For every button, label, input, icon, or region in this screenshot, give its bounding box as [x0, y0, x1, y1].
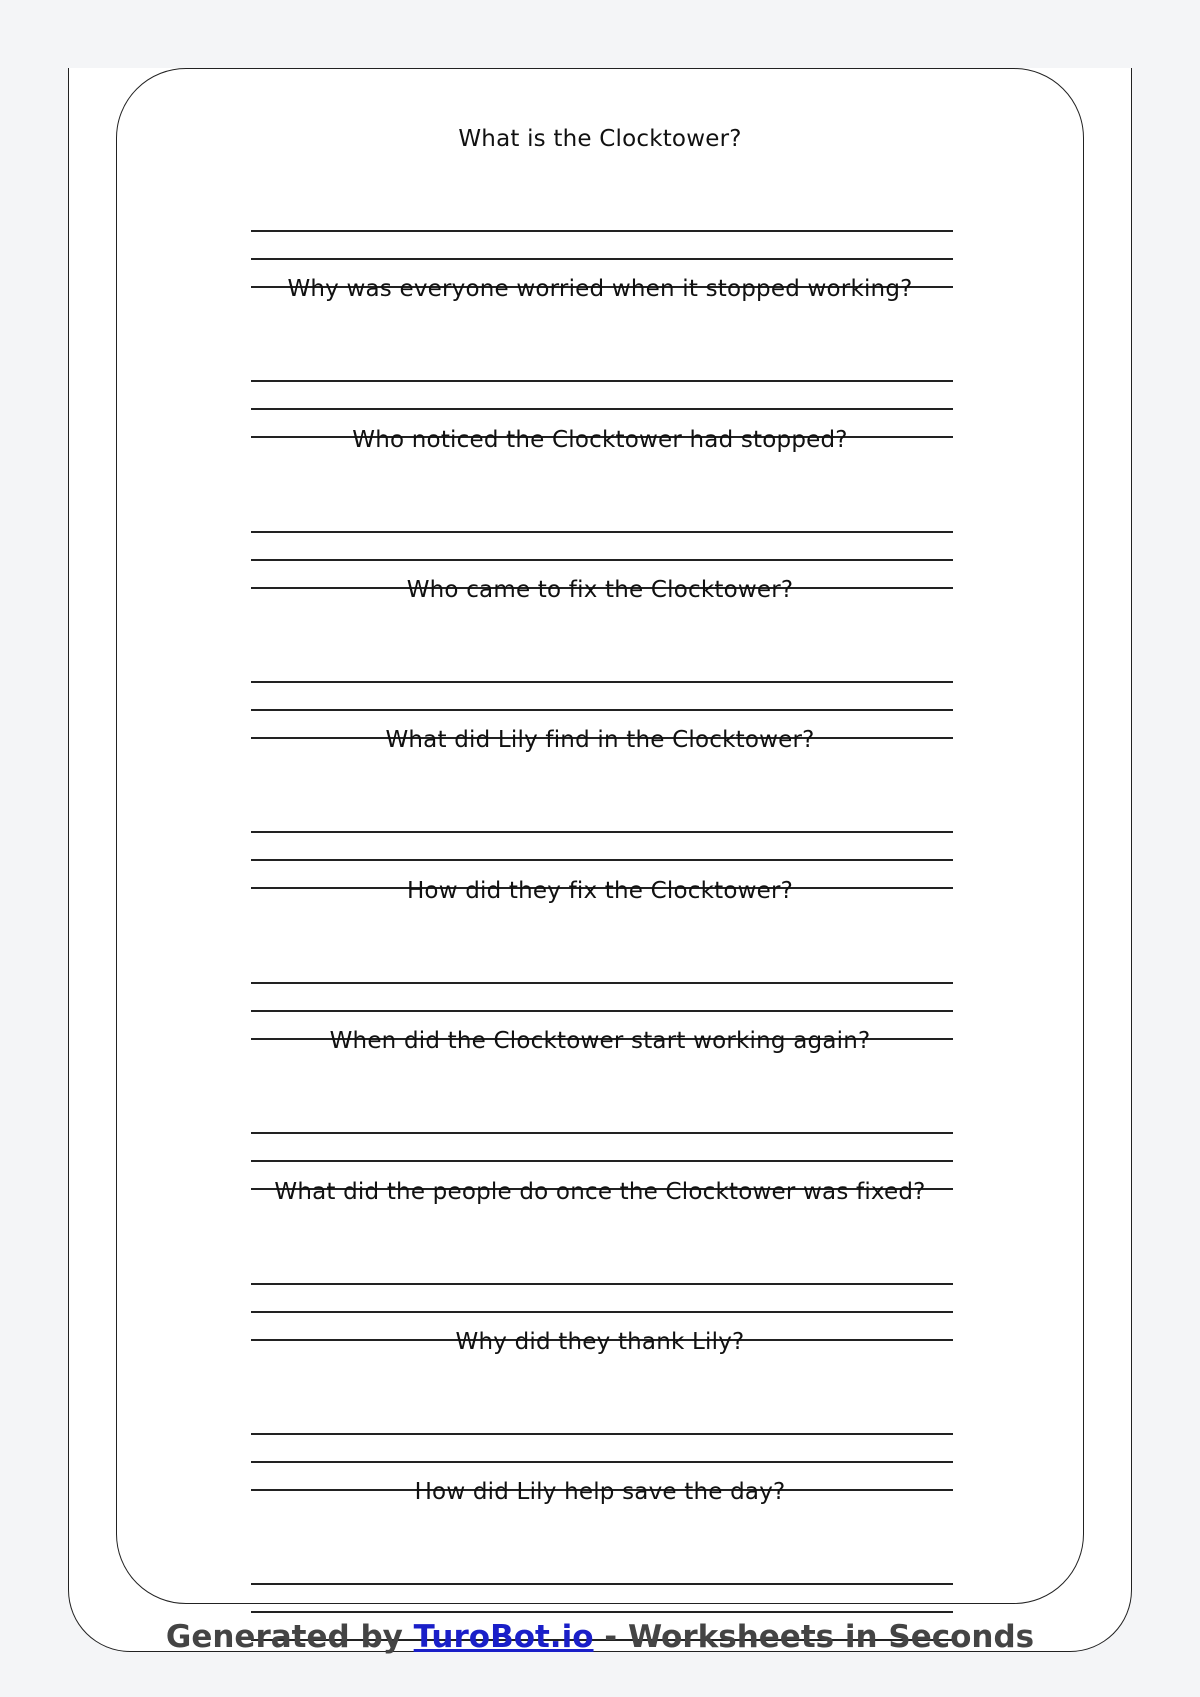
- footer-suffix: - Worksheets in Seconds: [593, 1619, 1035, 1655]
- answer-line[interactable]: [251, 559, 953, 561]
- question-block: [117, 1026, 1083, 1176]
- question-text: Why did they thank Lily?: [455, 1329, 745, 1355]
- answer-line[interactable]: [251, 1160, 953, 1162]
- question-block: [117, 124, 1083, 274]
- question-text: How did they fix the Clocktower?: [406, 878, 794, 904]
- question-block: [117, 274, 1083, 424]
- footer-prefix: Generated by: [165, 1619, 414, 1655]
- worksheet-page: [68, 68, 1132, 1652]
- question-text: What is the Clocktower?: [458, 126, 742, 152]
- answer-line[interactable]: [251, 1611, 953, 1613]
- question-block: [117, 1327, 1083, 1477]
- question-text: Who noticed the Clocktower had stopped?: [352, 427, 848, 453]
- question-block: [117, 1177, 1083, 1327]
- answer-line[interactable]: [251, 1433, 953, 1435]
- questions-frame: [116, 68, 1084, 1604]
- answer-line[interactable]: [251, 709, 953, 711]
- answer-line[interactable]: [251, 1461, 953, 1463]
- question-block: [117, 425, 1083, 575]
- question-block: [117, 575, 1083, 725]
- question-text: Why was everyone worried when it stopped working?: [287, 276, 913, 302]
- question-text: How did Lily help save the day?: [414, 1479, 786, 1505]
- answer-line[interactable]: [251, 1283, 953, 1285]
- answer-line[interactable]: [251, 859, 953, 861]
- question-block: [117, 1477, 1083, 1627]
- question-block: [117, 725, 1083, 875]
- question-text: What did Lily find in the Clocktower?: [385, 727, 815, 753]
- answer-line[interactable]: [251, 1583, 953, 1585]
- question-text: When did the Clocktower start working again?: [329, 1028, 871, 1054]
- question-block: [117, 876, 1083, 1026]
- answer-line[interactable]: [251, 258, 953, 260]
- answer-line[interactable]: [251, 1311, 953, 1313]
- answer-line[interactable]: [251, 982, 953, 984]
- question-text: Who came to fix the Clocktower?: [406, 577, 794, 603]
- answer-line[interactable]: [251, 380, 953, 382]
- answer-line[interactable]: [251, 1010, 953, 1012]
- turobot-link[interactable]: TuroBot.io: [413, 1619, 594, 1655]
- footer-credit: [0, 1617, 1200, 1657]
- answer-line[interactable]: [251, 681, 953, 683]
- answer-line[interactable]: [251, 408, 953, 410]
- answer-line[interactable]: [251, 531, 953, 533]
- answer-line[interactable]: [251, 1132, 953, 1134]
- question-text: What did the people do once the Clocktower was fixed?: [274, 1179, 926, 1205]
- answer-line[interactable]: [251, 230, 953, 232]
- answer-line[interactable]: [251, 831, 953, 833]
